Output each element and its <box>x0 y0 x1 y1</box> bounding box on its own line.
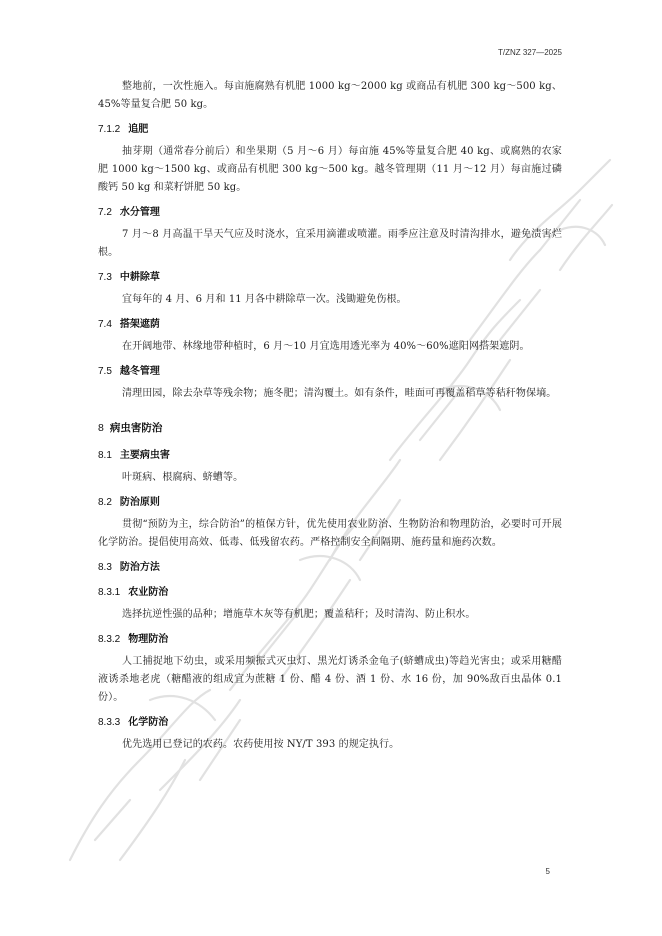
heading-number: 8.1 <box>98 450 112 461</box>
heading-title: 农业防治 <box>128 587 169 598</box>
paragraph: 选择抗逆性强的品种；增施草木灰等有机肥；覆盖秸秆；及时清沟、防止积水。 <box>122 609 476 620</box>
heading-title: 水分管理 <box>119 207 160 218</box>
page-number: 5 <box>545 867 550 876</box>
heading-title: 中耕除草 <box>119 272 160 283</box>
heading-number: 8.2 <box>98 497 112 508</box>
heading-title: 搭架遮荫 <box>119 319 160 330</box>
subsection-heading <box>98 447 562 465</box>
subsection-heading <box>98 494 562 512</box>
heading-number: 8.3 <box>98 562 112 573</box>
paragraph: 贯彻“预防为主，综合防治”的植保方针，优先使用农业防治、生物防治和物理防治，必要时可开展化学防治。提倡使用高效、低毒、低残留农药。严格控制安全间隔期、施药量和施药次数。 <box>98 519 562 548</box>
heading-number: 7.4 <box>98 319 112 330</box>
subsection-heading <box>98 584 562 602</box>
document-code: T/ZNZ 327—2025 <box>497 48 562 57</box>
paragraph: 7 月～8 月高温干旱天气应及时浇水，宜采用滴灌或喷灌。雨季应注意及时清沟排水，避免渍害烂根。 <box>98 229 562 258</box>
heading-number: 8.3.3 <box>98 717 121 728</box>
subsection-heading <box>98 363 562 381</box>
subsection-heading <box>98 269 562 287</box>
paragraph: 抽芽期（通常春分前后）和坐果期（5 月～6 月）每亩施 45%等量复合肥 40 kg、或腐熟的农家肥 1000 kg～1500 kg、或商品有机肥 300 kg～500 kg。越冬管理期（11 月～12 月）每亩施过磷酸钙 50 kg 和菜籽饼肥 50 kg。 <box>98 146 562 193</box>
heading-title: 越冬管理 <box>119 366 160 377</box>
heading-title: 防治原则 <box>119 497 160 508</box>
paragraph: 人工捕捉地下幼虫，或采用频振式灭虫灯、黑光灯诱杀金龟子(蛴螬成虫)等趋光害虫；或采用糖醋液诱杀地老虎（糖醋液的组成宜为蔗糖 1 份、醋 4 份、酒 1 份、水 16 份，加 90%敌百虫晶体 0.1 份）。 <box>98 656 562 703</box>
paragraph: 优先选用已登记的农药。农药使用按 NY/T 393 的规定执行。 <box>122 739 400 750</box>
heading-number: 8 <box>98 422 104 434</box>
heading-number: 7.3 <box>98 272 112 283</box>
heading-number: 8.3.1 <box>98 587 121 598</box>
subsection-heading <box>98 204 562 222</box>
heading-title: 化学防治 <box>128 717 169 728</box>
paragraph: 叶斑病、根腐病、蛴螬等。 <box>122 472 244 483</box>
heading-number: 7.2 <box>98 207 112 218</box>
document-body <box>98 78 562 754</box>
subsection-heading <box>98 316 562 334</box>
section-heading <box>98 419 562 437</box>
heading-number: 7.5 <box>98 366 112 377</box>
subsection-heading <box>98 631 562 649</box>
heading-title: 主要病虫害 <box>119 450 170 461</box>
heading-title: 防治方法 <box>119 562 160 573</box>
heading-title: 病虫害防治 <box>109 422 163 434</box>
paragraph: 清理田园，除去杂草等残余物；施冬肥；清沟覆土。如有条件，畦面可再覆盖稻草等秸秆物保墒。 <box>122 388 557 399</box>
subsection-heading <box>98 559 562 577</box>
paragraph: 整地前，一次性施入。每亩施腐熟有机肥 1000 kg～2000 kg 或商品有机肥 300 kg～500 kg、45%等量复合肥 50 kg。 <box>98 81 562 110</box>
heading-number: 8.3.2 <box>98 634 121 645</box>
subsection-heading <box>98 714 562 732</box>
paragraph: 宜每年的 4 月、6 月和 11 月各中耕除草一次。浅锄避免伤根。 <box>122 294 407 305</box>
heading-title: 追肥 <box>128 124 149 135</box>
paragraph: 在开阔地带、林缘地带种植时，6 月～10 月宜选用透光率为 40%～60%遮阳网搭架遮阴。 <box>122 341 530 352</box>
heading-title: 物理防治 <box>128 634 169 645</box>
subsection-heading <box>98 121 562 139</box>
heading-number: 7.1.2 <box>98 124 121 135</box>
